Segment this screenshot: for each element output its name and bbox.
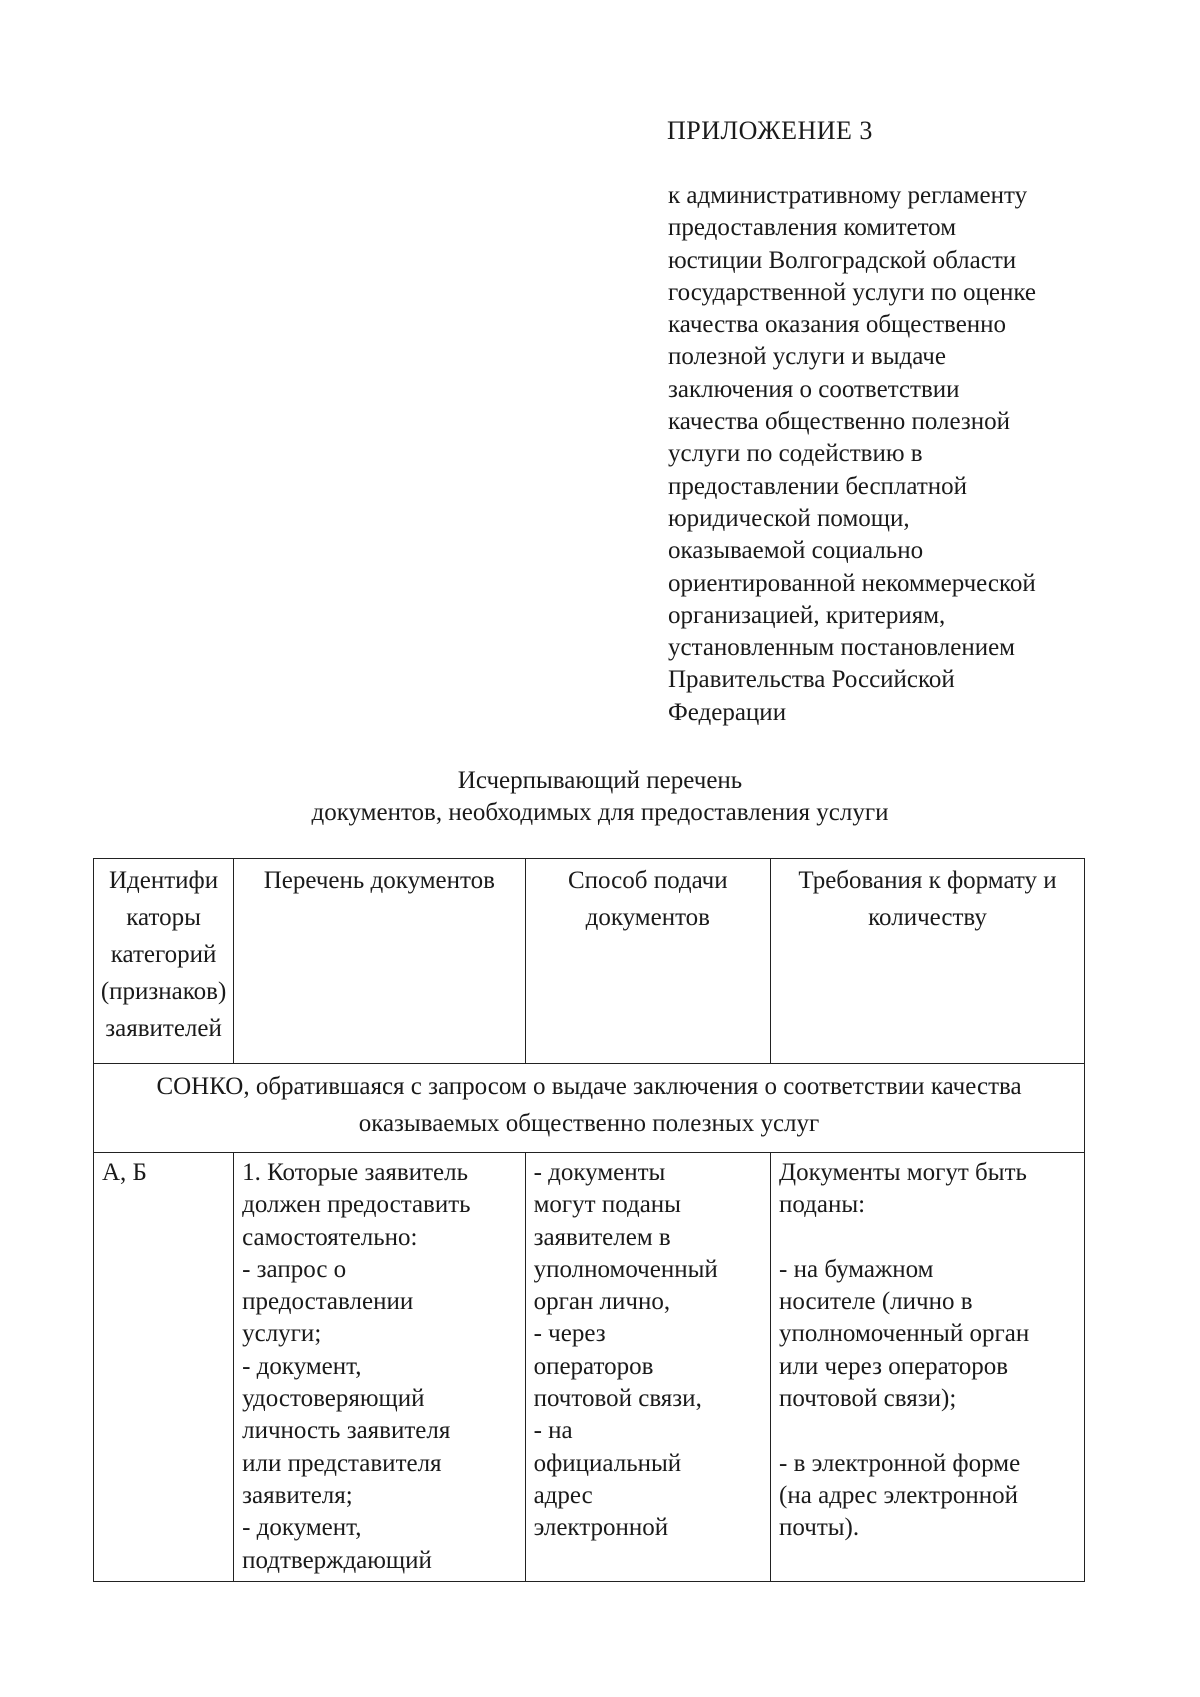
table-header-row xyxy=(94,859,1085,1064)
cell-line: - на xyxy=(533,1417,573,1445)
blank-line xyxy=(779,1415,1076,1447)
cell-line: или представителя xyxy=(242,1449,442,1477)
cell-line: удостоверяющий xyxy=(242,1385,425,1413)
cell-line: могут поданы xyxy=(533,1191,681,1219)
appendix-line: качества оказания общественно xyxy=(668,311,1007,339)
cell-line: - на бумажном xyxy=(779,1255,934,1283)
header-methods: Способ подачи документов xyxy=(525,859,770,1064)
cell-line: предоставлении xyxy=(242,1288,414,1316)
cell-line: адрес xyxy=(533,1481,593,1509)
cell-line: уполномоченный орган xyxy=(779,1320,1030,1348)
cell-methods xyxy=(525,1153,770,1582)
document-title xyxy=(100,765,1100,829)
cell-line: почты). xyxy=(779,1514,860,1542)
cell-line: заявителем в xyxy=(533,1223,671,1251)
appendix-line: Федерации xyxy=(668,698,787,726)
cell-line: (на адрес электронной xyxy=(779,1481,1018,1509)
header-requirements: Требования к формату и количеству xyxy=(771,859,1085,1064)
section-label: СОНКО, обратившаяся с запросом о выдаче заключения о соответствии качества оказываемых общественно полезных услуг xyxy=(94,1064,1085,1153)
cell-line: - запрос о xyxy=(242,1255,347,1283)
appendix-line: юридической помощи, xyxy=(668,504,910,532)
document-title-line: документов, необходимых для предоставления услуги xyxy=(311,799,889,826)
blank-line xyxy=(779,1222,1076,1254)
cell-line: - через xyxy=(533,1320,606,1348)
cell-line: орган лично, xyxy=(533,1288,671,1316)
cell-line: почтовой связи, xyxy=(533,1385,702,1413)
cell-line: - в электронной форме xyxy=(779,1449,1021,1477)
document-title-line: Исчерпывающий перечень xyxy=(457,767,743,794)
cell-line: самостоятельно: xyxy=(242,1223,418,1251)
cell-requirements xyxy=(771,1153,1085,1582)
cell-line: - документ, xyxy=(242,1514,362,1542)
appendix-line: полезной услуги и выдаче xyxy=(668,343,946,371)
appendix-line: к административному регламенту xyxy=(668,182,1028,209)
cell-line: или через операторов xyxy=(779,1352,1009,1380)
documents-table xyxy=(93,858,1085,1582)
cell-documents xyxy=(234,1153,525,1582)
appendix-line: юстиции Волгоградской области xyxy=(668,246,1017,274)
appendix-line: Правительства Российской xyxy=(668,666,955,694)
cell-line: электронной xyxy=(533,1514,669,1542)
appendix-description xyxy=(668,180,1088,729)
appendix-line: заключения о соответствии xyxy=(668,375,960,403)
cell-line: носителе (лично в xyxy=(779,1288,973,1316)
appendix-line: качества общественно полезной xyxy=(668,408,1011,436)
cell-line: личность заявителя xyxy=(242,1417,451,1445)
cell-line: - документ, xyxy=(242,1352,362,1380)
cell-line: поданы: xyxy=(779,1191,866,1219)
cell-line: 1. Которые заявитель xyxy=(242,1159,469,1186)
cell-line: подтверждающий xyxy=(242,1546,432,1574)
appendix-title: ПРИЛОЖЕНИЕ 3 xyxy=(667,116,873,145)
cell-line: Документы могут быть xyxy=(779,1159,1027,1186)
appendix-line: установленным постановлением xyxy=(668,634,1015,662)
table-section-row xyxy=(94,1064,1085,1153)
table-row xyxy=(94,1153,1085,1582)
cell-line: почтовой связи); xyxy=(779,1385,957,1413)
appendix-line: оказываемой социально xyxy=(668,537,924,565)
cell-line: услуги; xyxy=(242,1320,322,1348)
cell-line: заявителя; xyxy=(242,1481,353,1509)
appendix-line: государственной услуги по оценке xyxy=(668,278,1036,306)
cell-line: уполномоченный xyxy=(533,1255,718,1283)
appendix-line: организацией, критериям, xyxy=(668,601,946,629)
cell-line: должен предоставить xyxy=(242,1191,471,1219)
cell-line: операторов xyxy=(533,1352,654,1380)
appendix-line: ориентированной некоммерческой xyxy=(668,569,1036,597)
header-documents: Перечень документов xyxy=(234,859,525,1064)
appendix-line: услуги по содействию в xyxy=(668,440,923,468)
cell-line: - документы xyxy=(533,1159,666,1186)
appendix-line: предоставлении бесплатной xyxy=(668,472,968,500)
cell-line: официальный xyxy=(533,1449,682,1477)
header-identifiers: Идентифи каторы категорий (признаков) заявителей xyxy=(94,859,234,1064)
cell-identifiers: А, Б xyxy=(94,1153,234,1582)
appendix-line: предоставления комитетом xyxy=(668,214,957,242)
